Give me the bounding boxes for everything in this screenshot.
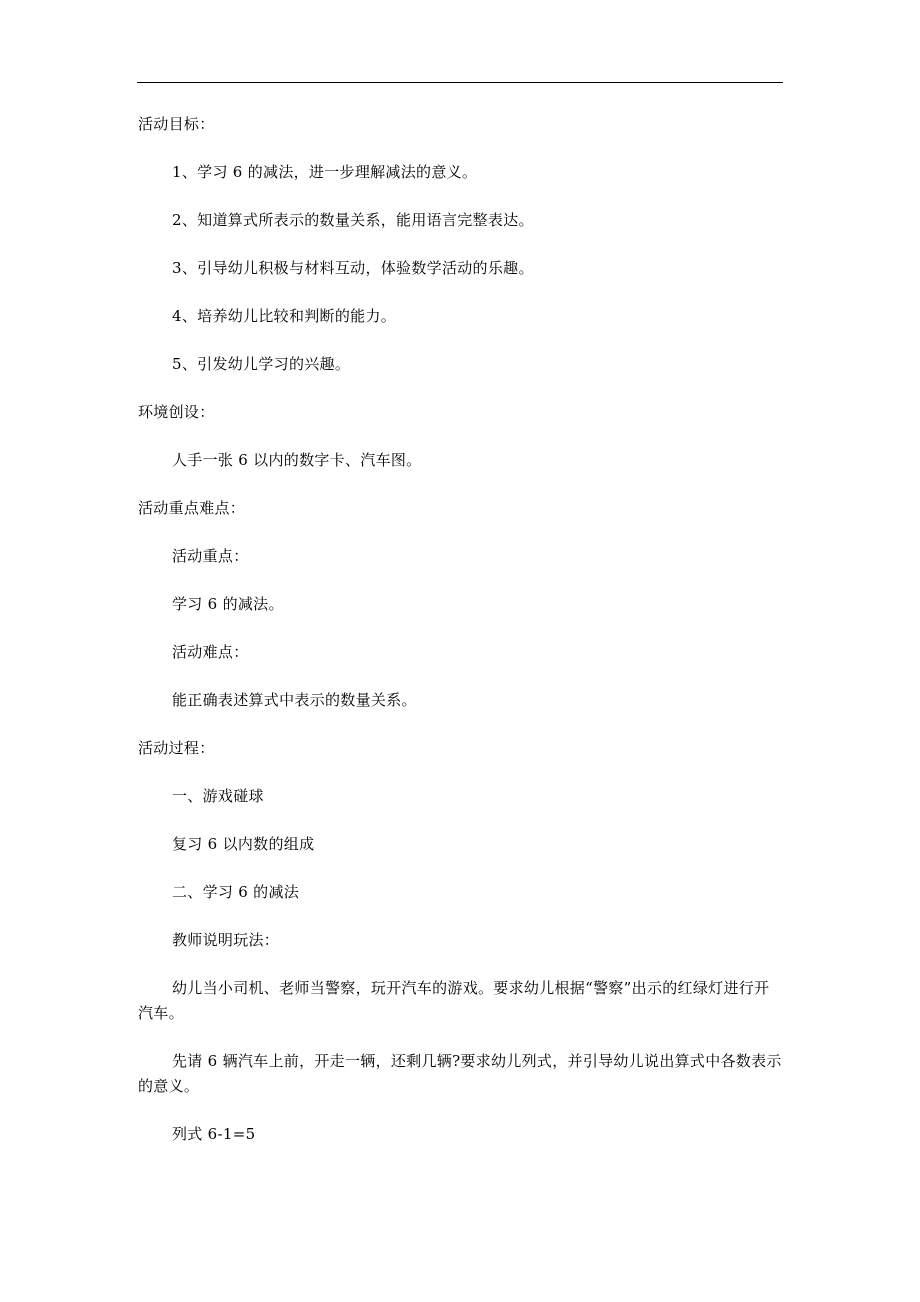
- process-step-1: 一、游戏碰球: [172, 787, 264, 805]
- subheading-difficulty: 活动难点：: [172, 643, 249, 661]
- section-heading-process: 活动过程：: [138, 739, 215, 757]
- goal-item-1: 1、学习 6 的减法，进一步理解减法的意义。: [172, 163, 478, 181]
- section-heading-key-points: 活动重点难点：: [138, 499, 246, 517]
- section-heading-goals: 活动目标：: [138, 115, 215, 133]
- subheading-key-point: 活动重点：: [172, 547, 249, 565]
- difficulty-text: 能正确表述算式中表示的数量关系。: [172, 691, 417, 709]
- process-game-description: 幼儿当小司机、老师当警察，玩开汽车的游戏。要求幼儿根据“警察”出示的红绿灯进行开汽车。: [138, 979, 770, 1022]
- goal-item-3: 3、引导幼儿积极与材料互动，体验数学活动的乐趣。: [172, 259, 534, 277]
- section-heading-environment: 环境创设：: [138, 403, 215, 421]
- process-question: 先请 6 辆汽车上前，开走一辆，还剩几辆?要求幼儿列式，并引导幼儿说出算式中各数表示的意义。: [138, 1052, 782, 1095]
- process-step-2-rules: 教师说明玩法：: [172, 931, 280, 949]
- goal-item-5: 5、引发幼儿学习的兴趣。: [172, 355, 351, 373]
- key-point-text: 学习 6 的减法。: [172, 595, 284, 613]
- process-step-2: 二、学习 6 的减法: [172, 883, 300, 901]
- process-equation: 列式 6-1=5: [172, 1125, 256, 1143]
- process-step-1-detail: 复习 6 以内数的组成: [172, 835, 315, 853]
- document-body: [138, 112, 783, 1170]
- goal-item-2: 2、知道算式所表示的数量关系，能用语言完整表达。: [172, 211, 534, 229]
- header-rule: [137, 82, 783, 83]
- goal-item-4: 4、培养幼儿比较和判断的能力。: [172, 307, 397, 325]
- environment-text: 人手一张 6 以内的数字卡、汽车图。: [172, 451, 422, 469]
